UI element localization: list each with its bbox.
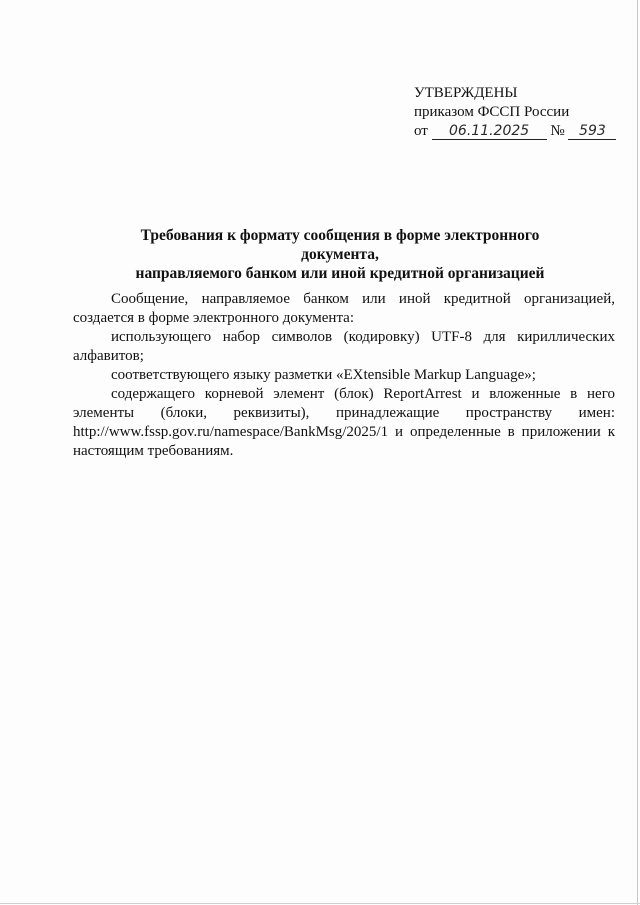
document-title — [100, 226, 580, 283]
approval-date-number-line — [414, 122, 614, 141]
approval-block — [414, 84, 614, 141]
approval-order: приказом ФССП России — [414, 104, 570, 120]
handwritten-number: 593 — [568, 123, 616, 140]
body-paragraph: Сообщение, направляемое банком или иной кредитной организацией, создается в форме электронного документа: — [73, 291, 615, 326]
approval-heading: УТВЕРЖДЕНЫ — [414, 85, 518, 101]
handwritten-date: 06.11.2025 — [432, 123, 547, 140]
title-line-2: направляемого банком или иной кредитной организацией — [135, 265, 545, 282]
body-paragraph: использующего набор символов (кодировку) UTF-8 для кириллических алфавитов; — [73, 329, 615, 364]
title-line-1: Требования к формату сообщения в форме электронного документа, — [140, 227, 540, 263]
body-paragraph: соответствующего языку разметки «EXtensible Markup Language»; — [111, 367, 536, 383]
number-prefix: № — [550, 123, 565, 139]
body-paragraph: содержащего корневой элемент (блок) ReportArrest и вложенные в него элементы (блоки, реквизиты), принадлежащие пространству имен: http://www.fssp.gov.ru/namespace/BankMsg/2025/1 и определенные в приложении к настоящим требованиям. — [73, 386, 615, 459]
date-prefix: от — [414, 123, 428, 139]
scan-edge-bottom — [0, 903, 640, 904]
scan-edge-right — [637, 0, 638, 905]
document-body — [73, 290, 615, 461]
